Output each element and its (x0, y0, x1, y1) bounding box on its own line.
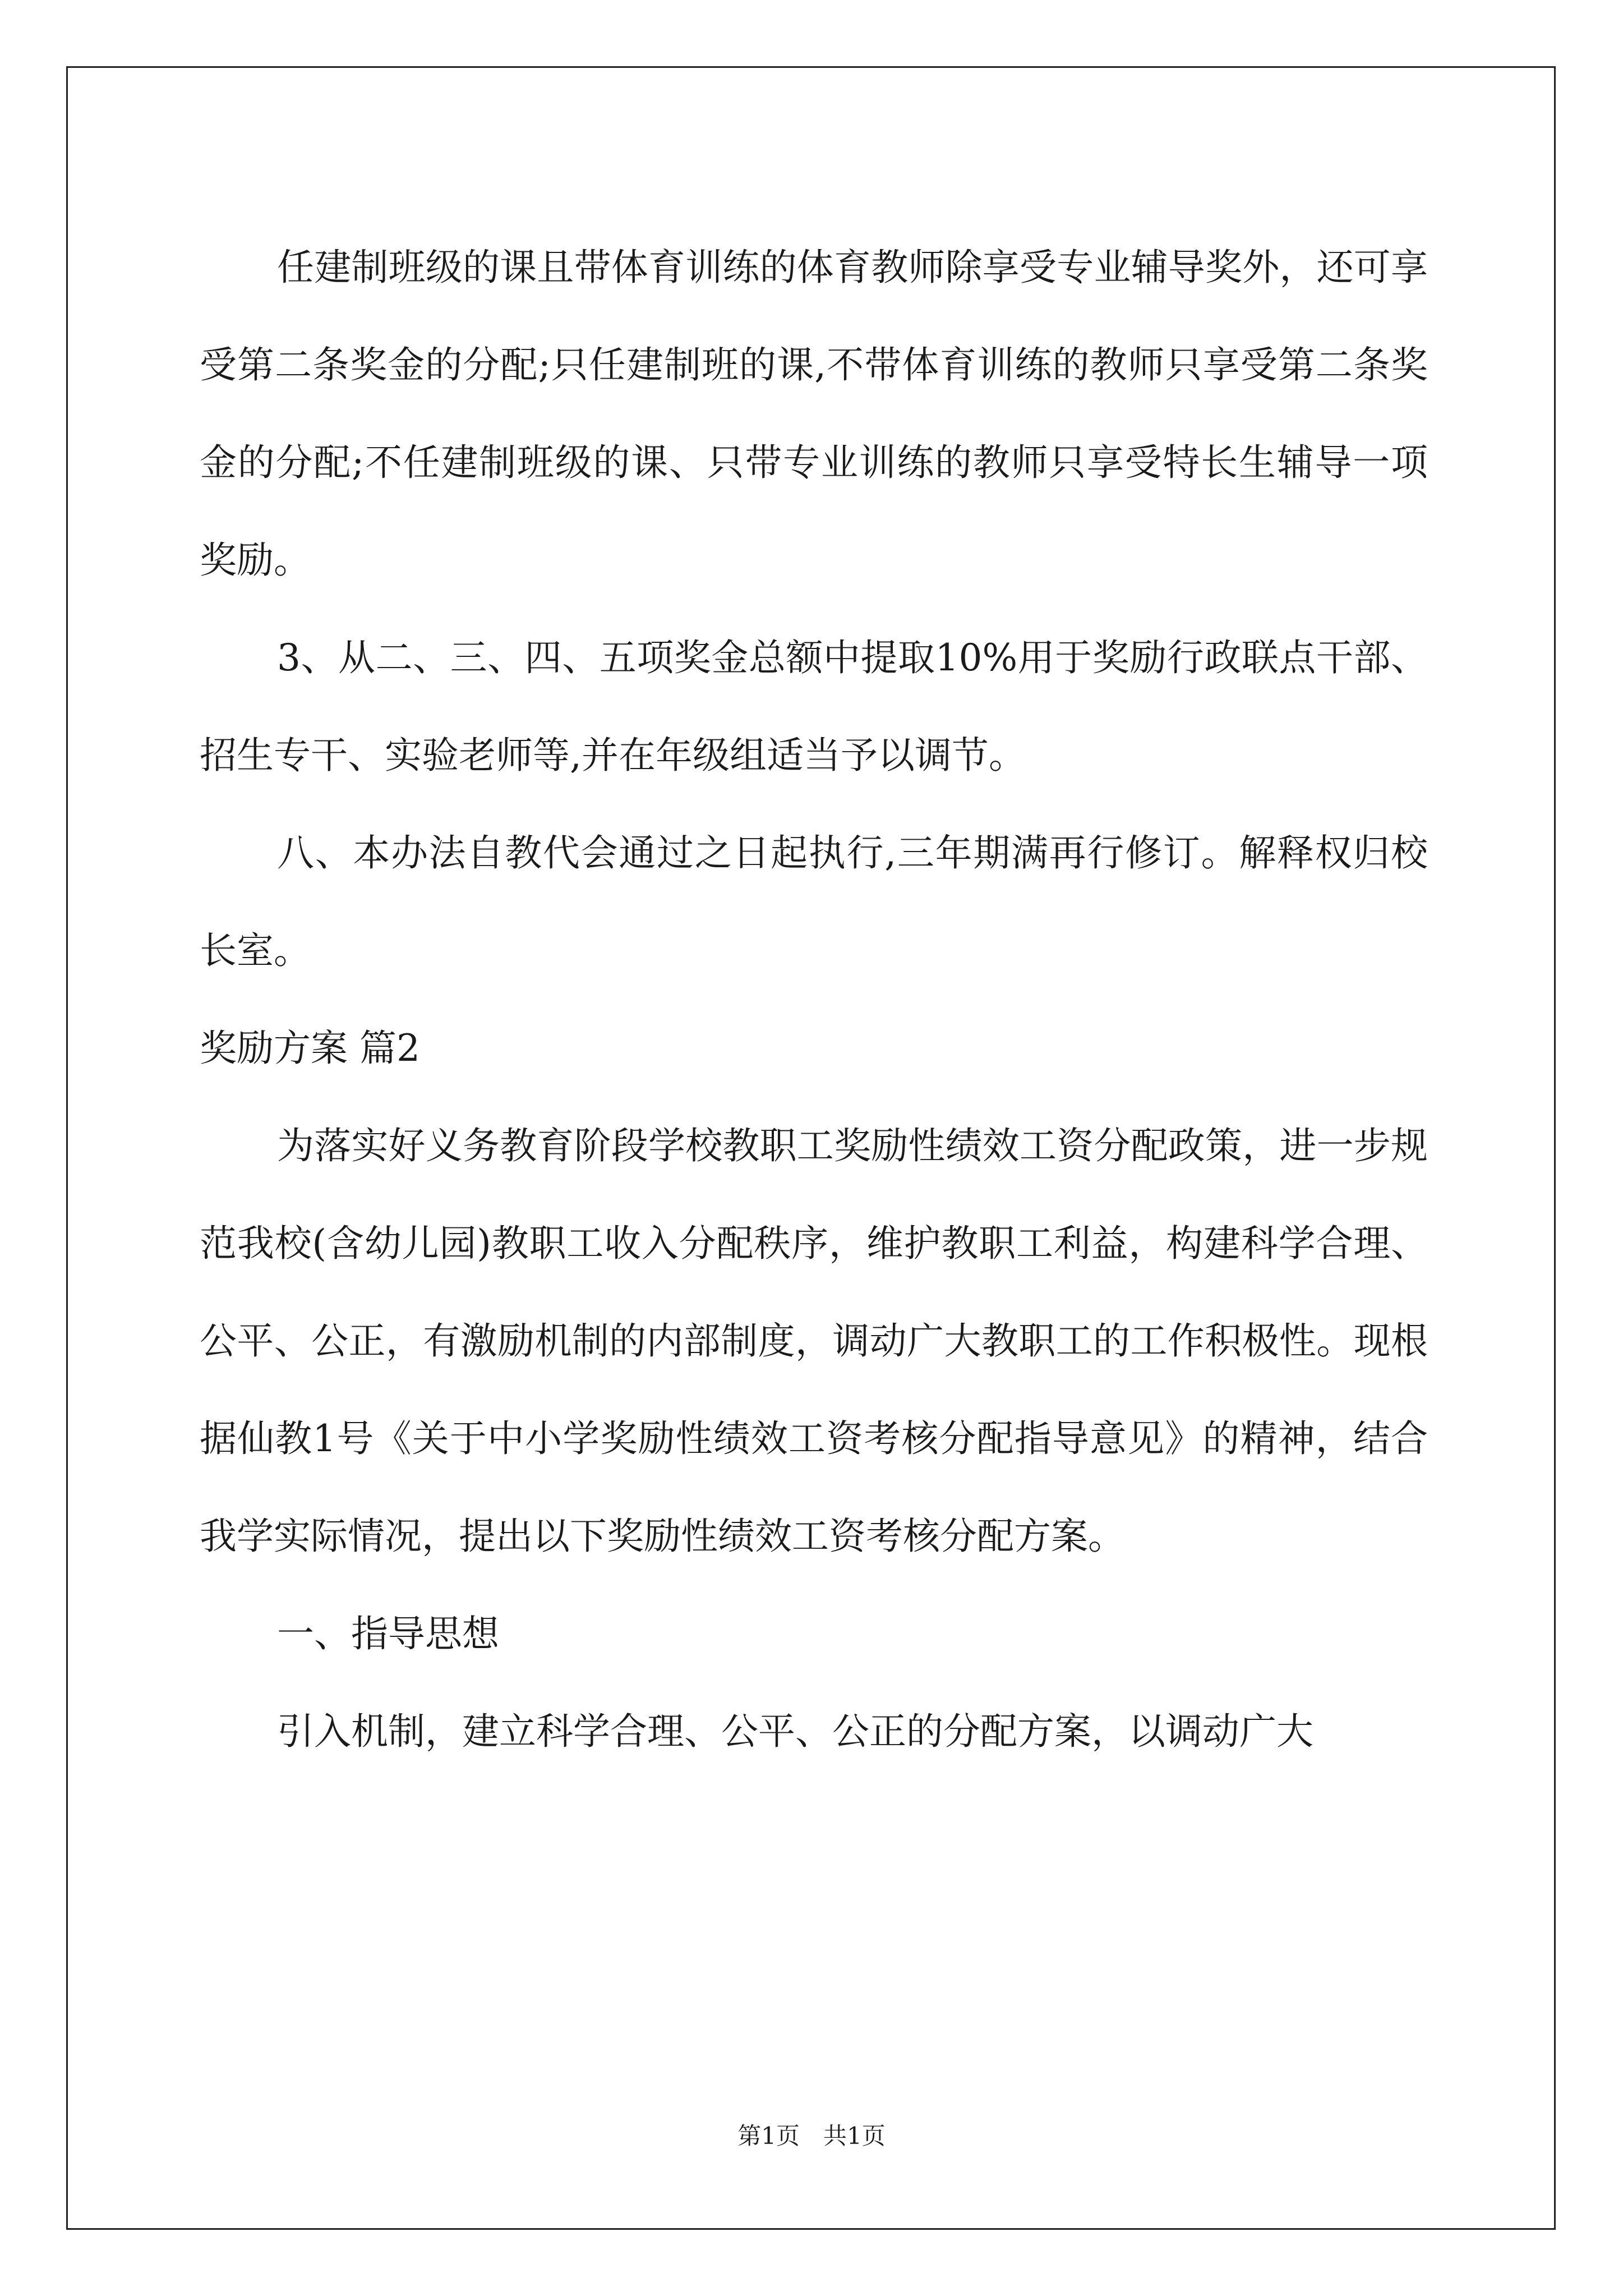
paragraph-guiding-ideology: 引入机制，建立科学合理、公平、公正的分配方案，以调动广大 (277, 1710, 1313, 1753)
paragraph-sports-teacher-bonus: 任建制班级的课且带体育训练的体育教师除享受专业辅导奖外，还可享受第二条奖金的分配;只任建制班的课,不带体育训练的教师只享受第二条奖金的分配;不任建制班级的课、只带专业训练的教师只享受特长生辅导一项奖励。 (200, 246, 1428, 582)
subheading-guiding-ideology: 一、指导思想 (277, 1612, 499, 1655)
page-footer: 第1页 共1页 (737, 2122, 886, 2150)
paragraph-intro: 为落实好义务教育阶段学校教职工奖励性绩效工资分配政策，进一步规范我校(含幼儿园)教职工收入分配秩序，维护教职工利益，构建科学合理、公平、公正，有激励机制的内部制度，调动广大教职工的工作积极性。现根据仙教1号《关于中小学奖励性绩效工资考核分配指导意见》的精神，结合我学实际情况，提出以下奖励性绩效工资考核分配方案。 (200, 1124, 1428, 1558)
paragraph-item-8: 八、本办法自教代会通过之日起执行,三年期满再行修订。解释权归校长室。 (200, 831, 1428, 972)
paragraph-item-3: 3、从二、三、四、五项奖金总额中提取10%用于奖励行政联点干部、招生专干、实验老师等,并在年级组适当予以调节。 (200, 636, 1428, 777)
section-heading: 奖励方案 篇2 (200, 1027, 420, 1070)
document-body (200, 219, 1428, 1780)
